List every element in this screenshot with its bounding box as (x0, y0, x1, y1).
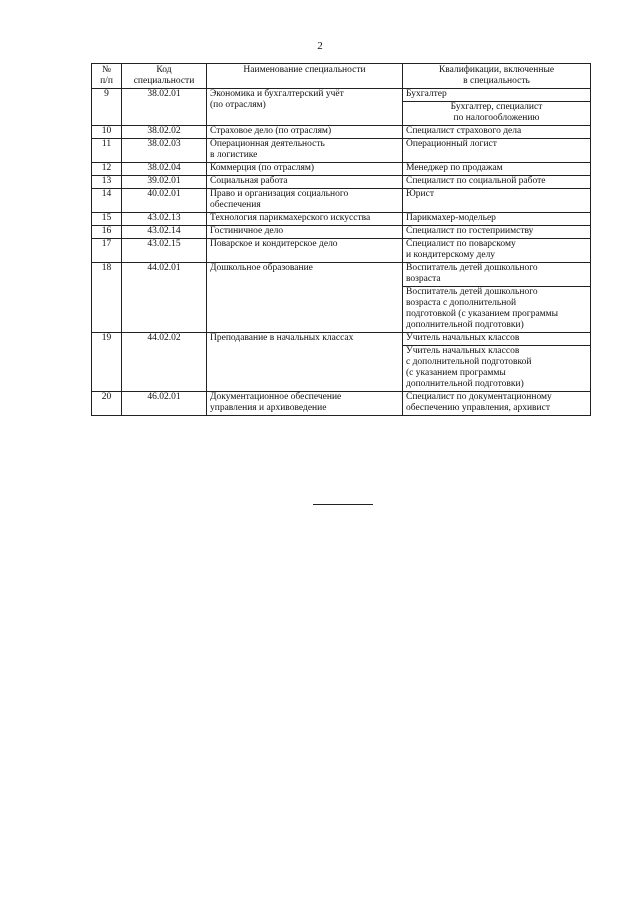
qualification: Специалист страхового дела (403, 126, 591, 139)
qualification: Специалист по гостеприимству (403, 226, 591, 239)
row-number: 9 (92, 89, 122, 126)
header-number: № п/п (92, 64, 122, 89)
row-number: 18 (92, 263, 122, 333)
specialty-code: 39.02.01 (122, 176, 207, 189)
qualification: Специалист по поварскому и кондитерскому делу (403, 239, 591, 263)
specialty-code: 43.02.13 (122, 213, 207, 226)
qualification: Парикмахер-модельер (403, 213, 591, 226)
specialty-code: 38.02.03 (122, 139, 207, 163)
header-qualifications: Квалификации, включенные в специальность (403, 64, 591, 89)
specialty-name: Преподавание в начальных классах (207, 333, 403, 392)
table-row (92, 392, 591, 416)
table-row (92, 226, 591, 239)
qualification: Бухгалтер, специалист по налогообложению (403, 102, 591, 126)
specialty-name: Страховое дело (по отраслям) (207, 126, 403, 139)
specialty-name: Социальная работа (207, 176, 403, 189)
table-row (92, 213, 591, 226)
specialties-table (91, 63, 591, 416)
qualification: Операционный логист (403, 139, 591, 163)
row-number: 11 (92, 139, 122, 163)
specialty-name: Экономика и бухгалтерский учёт (по отраслям) (207, 89, 403, 126)
qualification: Специалист по документационному обеспечению управления, архивист (403, 392, 591, 416)
qualification: Воспитатель детей дошкольного возраста (403, 263, 591, 287)
row-number: 15 (92, 213, 122, 226)
specialty-name: Технология парикмахерского искусства (207, 213, 403, 226)
row-number: 13 (92, 176, 122, 189)
table-row (92, 239, 591, 263)
qualification: Юрист (403, 189, 591, 213)
row-number: 14 (92, 189, 122, 213)
table-header-row (92, 64, 591, 89)
specialty-name: Документационное обеспечение управления и архивоведение (207, 392, 403, 416)
qualification: Специалист по социальной работе (403, 176, 591, 189)
qualification: Менеджер по продажам (403, 163, 591, 176)
specialty-code: 43.02.14 (122, 226, 207, 239)
specialty-name: Гостиничное дело (207, 226, 403, 239)
specialty-name: Дошкольное образование (207, 263, 403, 333)
specialty-name: Право и организация социального обеспечения (207, 189, 403, 213)
table-row (92, 176, 591, 189)
table-row (92, 263, 591, 287)
specialty-code: 44.02.01 (122, 263, 207, 333)
header-specialty-name: Наименование специальности (207, 64, 403, 89)
table-row (92, 126, 591, 139)
specialty-name: Операционная деятельность в логистике (207, 139, 403, 163)
qualification: Учитель начальных классов с дополнительной подготовкой (с указанием программы дополнительной подготовки) (403, 346, 591, 392)
specialty-code: 44.02.02 (122, 333, 207, 392)
table-row (92, 163, 591, 176)
table-row (92, 333, 591, 346)
header-code: Код специальности (122, 64, 207, 89)
specialty-name: Поварское и кондитерское дело (207, 239, 403, 263)
specialty-code: 46.02.01 (122, 392, 207, 416)
specialty-code: 38.02.04 (122, 163, 207, 176)
specialty-code: 38.02.02 (122, 126, 207, 139)
row-number: 16 (92, 226, 122, 239)
table-row (92, 89, 591, 102)
row-number: 10 (92, 126, 122, 139)
specialty-code: 43.02.15 (122, 239, 207, 263)
qualification: Бухгалтер (403, 89, 591, 102)
table-row (92, 189, 591, 213)
qualification: Воспитатель детей дошкольного возраста с дополнительной подготовкой (с указанием программы дополнительной подготовки) (403, 287, 591, 333)
row-number: 19 (92, 333, 122, 392)
row-number: 20 (92, 392, 122, 416)
specialty-code: 40.02.01 (122, 189, 207, 213)
row-number: 17 (92, 239, 122, 263)
qualification: Учитель начальных классов (403, 333, 591, 346)
table-body (92, 89, 591, 416)
table-row (92, 139, 591, 163)
row-number: 12 (92, 163, 122, 176)
end-divider (313, 504, 373, 505)
page-number: 2 (317, 40, 323, 52)
specialty-name: Коммерция (по отраслям) (207, 163, 403, 176)
specialty-code: 38.02.01 (122, 89, 207, 126)
